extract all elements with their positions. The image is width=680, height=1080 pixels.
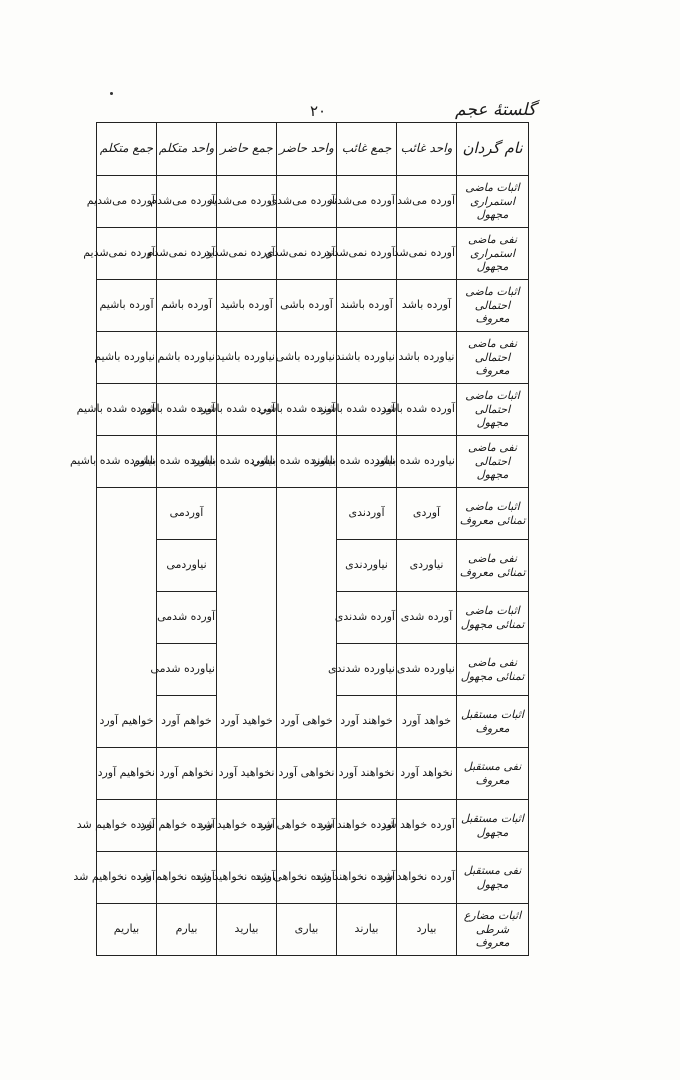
conjugation-cell: خواهد آورد xyxy=(397,696,457,748)
conjugation-cell xyxy=(97,488,157,540)
conjugation-cell: آورده باشیم xyxy=(97,280,157,332)
conjugation-cell: بیاریم xyxy=(97,904,157,956)
row-label: اثبات مضارع شرطی معروف xyxy=(457,904,529,956)
conjugation-cell: آورده نخواهی شد xyxy=(277,852,337,904)
conjugation-cell: نیاورده باشد xyxy=(397,332,457,384)
pronoun-header: جمع متکلم xyxy=(97,123,157,176)
table-row xyxy=(97,904,529,956)
conjugation-cell: نیاورده شدی xyxy=(397,644,457,696)
conjugation-cell xyxy=(97,540,157,592)
conjugation-cell: آورده نمی‌شدی xyxy=(277,228,337,280)
conjugation-cell: آورده شده باشم xyxy=(157,384,217,436)
row-label: اثبات ماضی احتمالی معروف xyxy=(457,280,529,332)
conjugation-cell: نیاورده باشم xyxy=(157,332,217,384)
row-label: اثبات ماضی تمنائی مجهول xyxy=(457,592,529,644)
conjugation-cell: آورده نمی‌شدیم xyxy=(97,228,157,280)
row-label: اثبات مستقبل مجهول xyxy=(457,800,529,852)
conjugation-cell: نخواهی آورد xyxy=(277,748,337,800)
table-row xyxy=(97,384,529,436)
conjugation-cell: آورده نمی‌شدم xyxy=(157,228,217,280)
table-row xyxy=(97,280,529,332)
conjugation-cell: نیاورده باشی xyxy=(277,332,337,384)
conjugation-cell: نخواهند آورد xyxy=(337,748,397,800)
conjugation-cell: آورده باشی xyxy=(277,280,337,332)
conjugation-cell xyxy=(277,592,337,644)
conjugation-cell: آوردی xyxy=(397,488,457,540)
table-row xyxy=(97,748,529,800)
row-label: نفی ماضی احتمالی مجهول xyxy=(457,436,529,488)
row-label: نفی ماضی تمنائی معروف xyxy=(457,540,529,592)
conjugation-cell: آورده نمی‌شدند xyxy=(337,228,397,280)
conjugation-cell: آورده نمی‌شدید xyxy=(217,228,277,280)
conjugation-cell: آورده خواهی شد xyxy=(277,800,337,852)
table-row xyxy=(97,176,529,228)
conjugation-cell: نخواهم آورد xyxy=(157,748,217,800)
conjugation-cell: آورده نمی‌شد xyxy=(397,228,457,280)
conjugation-cell: نیاورده شدمی xyxy=(157,644,217,696)
page-header xyxy=(96,100,536,122)
conjugation-cell: آورده شده باشد xyxy=(397,384,457,436)
conjugation-cell: بیارید xyxy=(217,904,277,956)
row-label: نفی مستقبل معروف xyxy=(457,748,529,800)
pronoun-header: جمع غائب xyxy=(337,123,397,176)
conjugation-cell: آورده خواهید شد xyxy=(217,800,277,852)
table-row xyxy=(97,436,529,488)
conjugation-cell: نیاورده باشید xyxy=(217,332,277,384)
conjugation-cell: خواهیم آورد xyxy=(97,696,157,748)
table-row xyxy=(97,540,529,592)
conjugation-cell: آورده نخواهد شد xyxy=(397,852,457,904)
conjugation-cell: آورده می‌شدم xyxy=(157,176,217,228)
conjugation-cell: آورده می‌شدیم xyxy=(97,176,157,228)
conjugation-cell: آورده می‌شدی xyxy=(277,176,337,228)
conjugation-cell: آورده نخواهم شد xyxy=(157,852,217,904)
table-row xyxy=(97,852,529,904)
conjugation-cell: خواهید آورد xyxy=(217,696,277,748)
conjugation-cell: آورده نخواهید شد xyxy=(217,852,277,904)
row-label: نفی ماضی احتمالی معروف xyxy=(457,332,529,384)
table-row xyxy=(97,800,529,852)
conjugation-cell: نیاورده شده باشیم xyxy=(97,436,157,488)
table-row xyxy=(97,696,529,748)
ink-speck xyxy=(110,92,113,95)
conjugation-cell: خواهند آورد xyxy=(337,696,397,748)
table-title: نام گردان xyxy=(457,123,529,176)
table-row xyxy=(97,488,529,540)
row-label: اثبات مستقبل معروف xyxy=(457,696,529,748)
conjugation-cell: آورده شدی xyxy=(397,592,457,644)
conjugation-cell: نیاوردی xyxy=(397,540,457,592)
conjugation-cell xyxy=(97,592,157,644)
conjugation-cell: خواهی آورد xyxy=(277,696,337,748)
conjugation-cell: آوردمی xyxy=(157,488,217,540)
conjugation-cell: نیاورده شده باشد xyxy=(397,436,457,488)
conjugation-cell xyxy=(97,644,157,696)
conjugation-cell: آورده می‌شد xyxy=(397,176,457,228)
conjugation-table xyxy=(69,122,529,956)
table-row xyxy=(97,592,529,644)
conjugation-cell: نیاوردندی xyxy=(337,540,397,592)
table-header-row xyxy=(97,123,529,176)
conjugation-cell: خواهم آورد xyxy=(157,696,217,748)
pronoun-header: واحد متکلم xyxy=(157,123,217,176)
conjugation-cell: نیاورده شده باشند xyxy=(337,436,397,488)
row-label: نفی ماضی تمنائی مجهول xyxy=(457,644,529,696)
conjugation-cell: آورده خواهد شد xyxy=(397,800,457,852)
conjugation-cell: بیارد xyxy=(397,904,457,956)
conjugation-cell: بیارند xyxy=(337,904,397,956)
conjugation-cell xyxy=(217,540,277,592)
table-row xyxy=(97,228,529,280)
conjugation-cell xyxy=(277,540,337,592)
conjugation-cell: بیاری xyxy=(277,904,337,956)
row-label: نفی مستقبل مجهول xyxy=(457,852,529,904)
conjugation-cell: نیاورده باشند xyxy=(337,332,397,384)
conjugation-cell: آورده خواهم شد xyxy=(157,800,217,852)
conjugation-cell: آورده شدمی xyxy=(157,592,217,644)
conjugation-cell: آورده شده باشند xyxy=(337,384,397,436)
conjugation-cell: نیاوردمی xyxy=(157,540,217,592)
conjugation-cell: نیاورده شدندی xyxy=(337,644,397,696)
conjugation-cell: نخواهد آورد xyxy=(397,748,457,800)
pronoun-header: واحد حاضر xyxy=(277,123,337,176)
table-row xyxy=(97,332,529,384)
conjugation-cell xyxy=(217,488,277,540)
conjugation-cell: بیارم xyxy=(157,904,217,956)
conjugation-cell xyxy=(277,488,337,540)
conjugation-cell: نیاورده شده باشی xyxy=(277,436,337,488)
conjugation-cell: آورده باشید xyxy=(217,280,277,332)
conjugation-cell: آورده شده باشی xyxy=(277,384,337,436)
conjugation-cell: نیاورده باشیم xyxy=(97,332,157,384)
page-number: ۲۰ xyxy=(310,102,327,120)
conjugation-cell: آورده شدندی xyxy=(337,592,397,644)
conjugation-cell: آورده شده باشیم xyxy=(97,384,157,436)
conjugation-cell: نیاورده شده باشم xyxy=(157,436,217,488)
conjugation-cell: آورده باشند xyxy=(337,280,397,332)
conjugation-cell: نخواهیم آورد xyxy=(97,748,157,800)
row-label: اثبات ماضی احتمالی مجهول xyxy=(457,384,529,436)
conjugation-cell: نخواهید آورد xyxy=(217,748,277,800)
conjugation-cell: آورده نخواهند شد xyxy=(337,852,397,904)
conjugation-cell xyxy=(217,592,277,644)
conjugation-cell: آورده نخواهیم شد xyxy=(97,852,157,904)
conjugation-cell: آورده باشد xyxy=(397,280,457,332)
conjugation-cell: نیاورده شده باشید xyxy=(217,436,277,488)
row-label: نفی ماضی استمراری مجهول xyxy=(457,228,529,280)
conjugation-cell: آورده خواهند شد xyxy=(337,800,397,852)
conjugation-cell: آوردندی xyxy=(337,488,397,540)
conjugation-cell xyxy=(217,644,277,696)
pronoun-header: واحد غائب xyxy=(397,123,457,176)
pronoun-header: جمع حاضر xyxy=(217,123,277,176)
row-label: اثبات ماضی تمنائی معروف xyxy=(457,488,529,540)
conjugation-cell: آورده می‌شدید xyxy=(217,176,277,228)
conjugation-cell: آورده شده باشید xyxy=(217,384,277,436)
book-title: گلستهٔ عجم xyxy=(455,100,536,120)
conjugation-cell: آورده باشم xyxy=(157,280,217,332)
conjugation-cell: آورده خواهیم شد xyxy=(97,800,157,852)
table-row xyxy=(97,644,529,696)
row-label: اثبات ماضی استمراری مجهول xyxy=(457,176,529,228)
conjugation-cell: آورده می‌شدند xyxy=(337,176,397,228)
